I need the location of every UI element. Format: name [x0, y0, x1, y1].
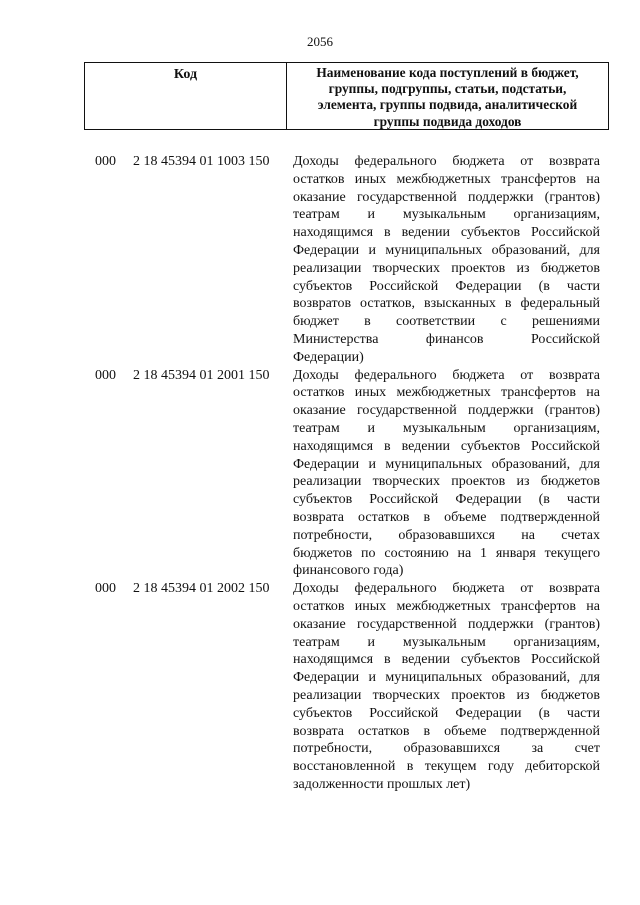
header-name-line: Наименование кода поступлений в бюджет, — [316, 65, 579, 80]
description-line: субъектов Российской Федерации (в части — [293, 278, 600, 294]
description-line: находящимся в ведении субъектов Российской — [293, 652, 600, 668]
table-row — [95, 367, 610, 581]
revenue-code: 2 18 45394 01 1003 150 — [133, 154, 270, 169]
description-line: остатков иных межбюджетных трансфертов на — [293, 385, 600, 401]
page-number: 2056 — [307, 34, 333, 49]
description-line: задолженности прошлых лет) — [293, 776, 471, 792]
admin-code: 000 — [95, 154, 116, 169]
description-line: находящимся в ведении субъектов Российской — [293, 438, 600, 454]
header-name-line: группы, подгруппы, статьи, подстатьи, — [328, 81, 567, 97]
description-line: субъектов Российской Федерации (в части — [293, 705, 600, 721]
admin-code: 000 — [95, 367, 116, 383]
description-line: Доходы федерального бюджета от возврата — [293, 154, 600, 169]
description-line: Федерации и муниципальных образований, для — [293, 456, 600, 472]
entries-list — [95, 153, 610, 794]
description-line: потребности, образовавшихся на счетах — [293, 527, 600, 543]
description-line: театрам и музыкальным организациям, — [293, 420, 600, 436]
description-line: возвратов остатков, взысканных в федеральный — [293, 296, 600, 312]
description-line: Федерации и муниципальных образований, для — [293, 242, 600, 258]
description-line: остатков иных межбюджетных трансфертов на — [293, 598, 600, 614]
table-row — [95, 580, 610, 794]
description-line: восстановленной в текущем году дебиторской — [293, 759, 600, 775]
table-header — [84, 62, 609, 130]
description-line: находящимся в ведении субъектов Российской — [293, 225, 600, 241]
description-line: реализации творческих проектов из бюджетов — [293, 260, 600, 276]
description-line: субъектов Российской Федерации (в части — [293, 492, 600, 508]
description-line: потребности, образовавшихся за счет — [293, 741, 600, 757]
description-line: финансового года) — [293, 563, 404, 579]
description-line: остатков иных межбюджетных трансфертов на — [293, 171, 600, 187]
revenue-code: 2 18 45394 01 2001 150 — [133, 367, 270, 383]
admin-code: 000 — [95, 581, 116, 597]
description-line: оказание государственной поддержки (грантов) — [293, 403, 600, 419]
header-name-line: элемента, группы подвида, аналитической — [317, 97, 578, 113]
table-row — [95, 153, 610, 367]
revenue-description — [293, 367, 600, 581]
description-line: бюджетов по состоянию на 1 января текущего — [293, 545, 600, 561]
description-line: возврата остатков в объеме подтвержденной — [293, 509, 600, 525]
description-line: Федерации и муниципальных образований, для — [293, 670, 600, 686]
description-line: Федерации) — [293, 349, 364, 365]
description-line: бюджет в соответствии с решениями — [293, 314, 600, 330]
description-line: реализации творческих проектов из бюджетов — [293, 474, 600, 490]
header-code-cell: Код — [85, 63, 287, 129]
header-name-cell — [287, 63, 608, 129]
description-line: Министерства финансов Российской — [293, 331, 600, 347]
description-line: оказание государственной поддержки (грантов) — [293, 189, 600, 205]
description-line: Доходы федерального бюджета от возврата — [293, 367, 600, 383]
description-line: театрам и музыкальным организациям, — [293, 634, 600, 650]
header-name-line: группы подвида доходов — [373, 113, 522, 129]
description-line: Доходы федерального бюджета от возврата — [293, 581, 600, 597]
description-line: реализации творческих проектов из бюджетов — [293, 687, 600, 703]
revenue-description — [293, 153, 600, 367]
revenue-code: 2 18 45394 01 2002 150 — [133, 581, 270, 597]
description-line: театрам и музыкальным организациям, — [293, 207, 600, 223]
revenue-description — [293, 580, 600, 794]
description-line: возврата остатков в объеме подтвержденной — [293, 723, 600, 739]
description-line: оказание государственной поддержки (грантов) — [293, 616, 600, 632]
